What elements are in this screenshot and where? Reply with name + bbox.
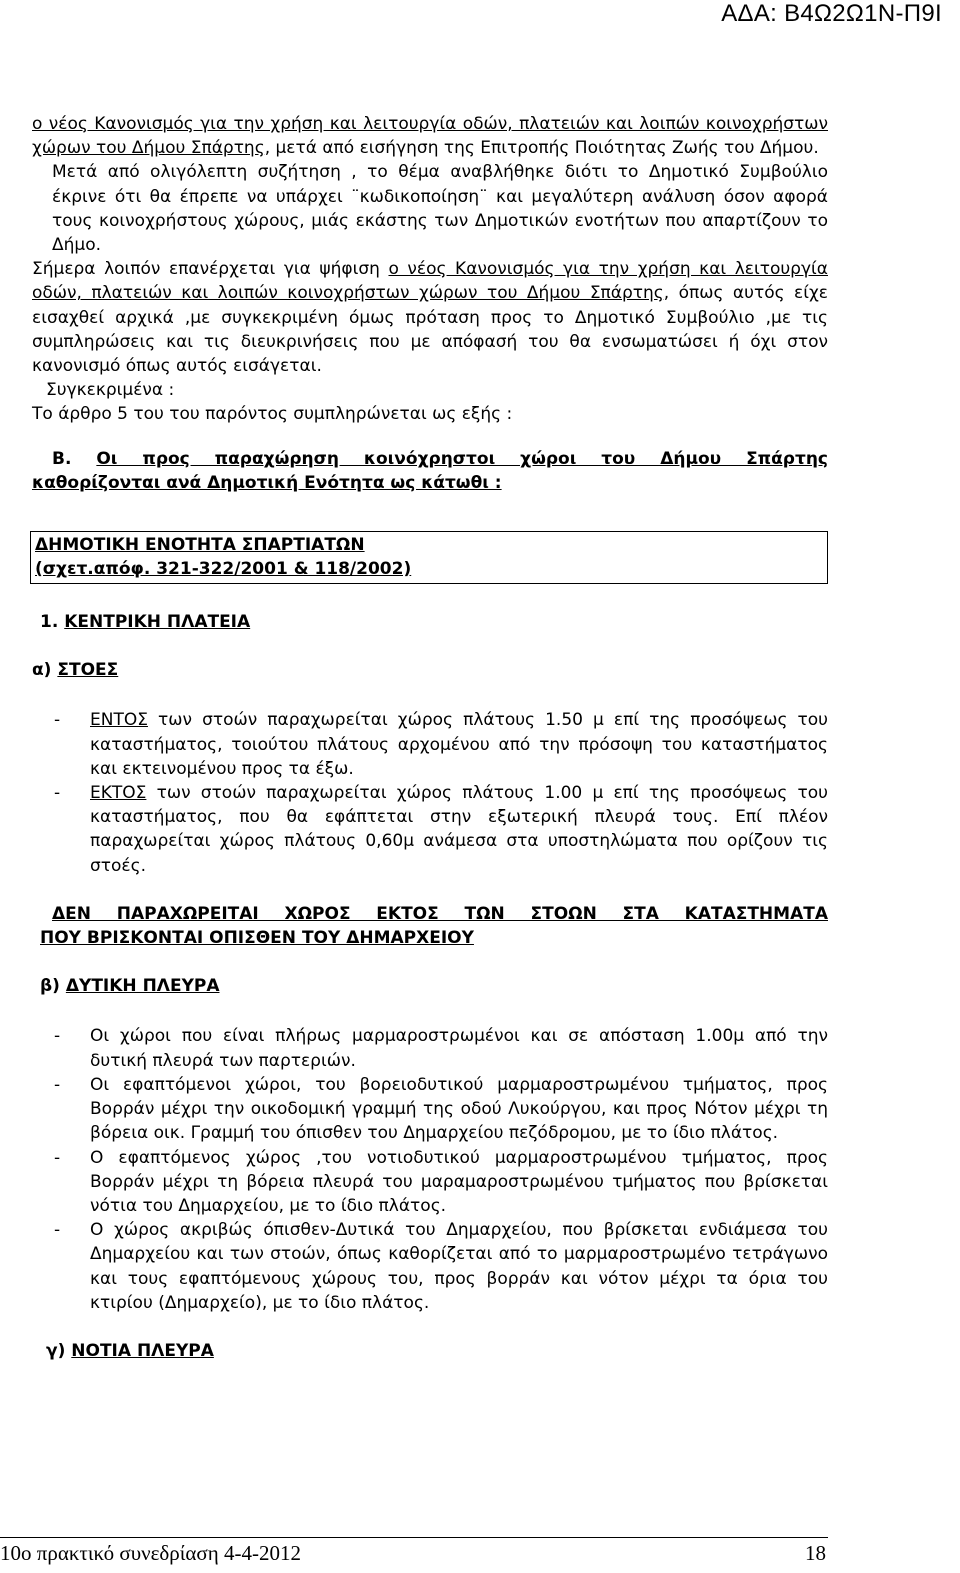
south-side-heading: γ) ΝΟΤΙΑ ΠΛΕΥΡΑ [46,1340,214,1361]
arcades-heading: α) ΣΤΟΕΣ [32,660,119,681]
arcades-list [32,708,828,877]
municipal-unit-title: ΔΗΜΟΤΙΚΗ ΕΝΟΤΗΤΑ ΣΠΑΡΤΙΑΤΩΝ [35,535,365,556]
list-item: - Οι χώροι που είναι πλήρως μαρμαροστρωμένοι και σε απόσταση 1.00μ από την δυτική πλευρά των παρτεριών. [54,1026,828,1071]
list-item: - Οι εφαπτόμενοι χώροι, του βορειοδυτικού μαρμαροστρωμένου τμήματος, προς Βορράν μέχρι την οικοδομική γραμμή της οδού Λυκούργου, και προς Νότον μέχρι τη βόρεια οικ. Γραμμή του όπισθεν του Δημαρχείου πεζόδρομου, με το ίδιο πλάτος. [54,1074,828,1144]
intro-paragraph-3: Σήμερα λοιπόν επανέρχεται για ψήφιση ο νέος Κανονισμός για την χρήση και λειτουργία οδών, πλατειών και λοιπών κοινοχρήστων χώρων του Δήμου Σπάρτης, όπως αυτός είχε εισαχθεί αρχικά ,με συγκεκριμένη όμως πρόταση προς το Δημοτικό Συμβούλιο ,με τις συμπληρώσεις και τις διευκρινήσεις που με απόφασή του θα ενσωματώσει ή όχι στον κανονισμό όπως αυτός εισάγεται. [32,259,828,377]
footer-divider [0,1537,828,1538]
west-side-heading: β) ΔΥΤΙΚΗ ΠΛΕΥΡΑ [40,976,220,997]
no-space-warning: ΔΕΝ ΠΑΡΑΧΩΡΕΙΤΑΙ ΧΩΡΟΣ ΕΚΤΟΣ ΤΩΝ ΣΤΟΩΝ ΣΤΑ ΚΑΤΑΣΤΗΜΑΤΑ ΠΟΥ ΒΡΙΣΚΟΝΤΑΙ ΟΠΙΣΘΕΝ ΤΟΥ ΔΗΜΑΡΧΕΙΟΥ [40,903,828,949]
list-item: - Ο εφαπτόμενος χώρος ,του νοτιοδυτικού μαρμαροστρωμένου τμήματος, προς Βορράν μέχρι τη βόρεια πλευρά του μαραμαροστρωμένου τμήματος που βρίσκεται νότια του Δημαρχείου, με το ίδιο πλάτος. [54,1147,828,1216]
minutes-reference: 10ο πρακτικό συνεδρίαση 4-4-2012 [0,1541,301,1565]
intro-paragraph-2: Μετά από ολιγόλεπτη συζήτηση , το θέμα αναβλήθηκε διότι το Δημοτικό Συμβούλιο έκρινε ότι θα έπρεπε να υπάρχει ¨κωδικοποίηση¨ και μεγαλύτερη ανάλυση όσον αφορά τους κοινοχρήστους χώρους, μιάς εκάστης των Δημοτικών ενοτήτων που απαρτίζουν το Δήμο. [52,162,828,256]
west-side-list [32,1024,828,1314]
page-number: 18 [805,1541,826,1565]
specifically-label: Συγκεκριμένα : [46,380,175,401]
article-5-line: Το άρθρο 5 του του παρόντος συμπληρώνεται ως εξής : [32,404,513,425]
list-item: - ΕΝΤΟΣ των στοών παραχωρείται χώρος πλάτους 1.50 μ επί της προσόψεως του καταστήματος, τοιούτου πλάτους αρχομένου από την πρόσοψη του καταστήματος και εκτεινομένου προς τα έξω. [54,710,828,779]
list-item: - Ο χώρος ακριβώς όπισθεν-Δυτικά του Δημαρχείου, που βρίσκεται ενδιάμεσα του Δημαρχείου και των στοών, όπως καθορίζεται από το μαρμαροστρωμένο τετράγωνο και τους εφαπτόμενους χώρους του, προς βορράν και νότον μέχρι τα όρια του κτιρίου (Δημαρχείο), με το ίδιο πλάτος. [54,1220,828,1313]
section-b-heading: Β. Οι προς παραχώρηση κοινόχρηστοι χώροι του Δήμου Σπάρτης καθορίζονται ανά Δημοτική Ενότητα ως κάτωθι : [32,448,829,493]
intro-paragraph-1: ο νέος Κανονισμός για την χρήση και λειτουργία οδών, πλατειών και λοιπών κοινοχρήστων χώρων του Δήμου Σπάρτης, μετά από εισήγηση της Επιτροπής Ποιότητας Ζωής του Δήμου. [32,114,828,159]
list-item: - ΕΚΤΟΣ των στοών παραχωρείται χώρος πλάτους 1.00 μ επί της προσόψεως του καταστήματος, που θα εφάπτεται στην εξωτερική πλευρά τους. Επί πλέον παραχωρείται χώρος πλάτους 0,60μ ανάμεσα στα υποστηλώματα που ορίζουν τις στοές. [54,783,828,876]
regulation-title-ref: ο νέος Κανονισμός για την χρήση και λειτουργία οδών, πλατειών και λοιπών κοινοχρήστων χώρων του Δήμου Σπάρτης [32,114,828,159]
document-body [32,112,828,1363]
municipal-unit-ref: (σχετ.απόφ. 321-322/2001 & 118/2002) [35,559,412,580]
ada-code: ΑΔΑ: Β4Ω2Ω1Ν-Π9Ι [721,0,942,27]
municipal-unit-box [30,531,828,584]
regulation-title-ref-2: ο νέος Κανονισμός για την χρήση και λειτουργία οδών, πλατειών και λοιπών κοινοχρήστων χώρων του Δήμου Σπάρτης [32,259,828,304]
central-square-heading: 1. ΚΕΝΤΡΙΚΗ ΠΛΑΤΕΙΑ [40,612,251,633]
